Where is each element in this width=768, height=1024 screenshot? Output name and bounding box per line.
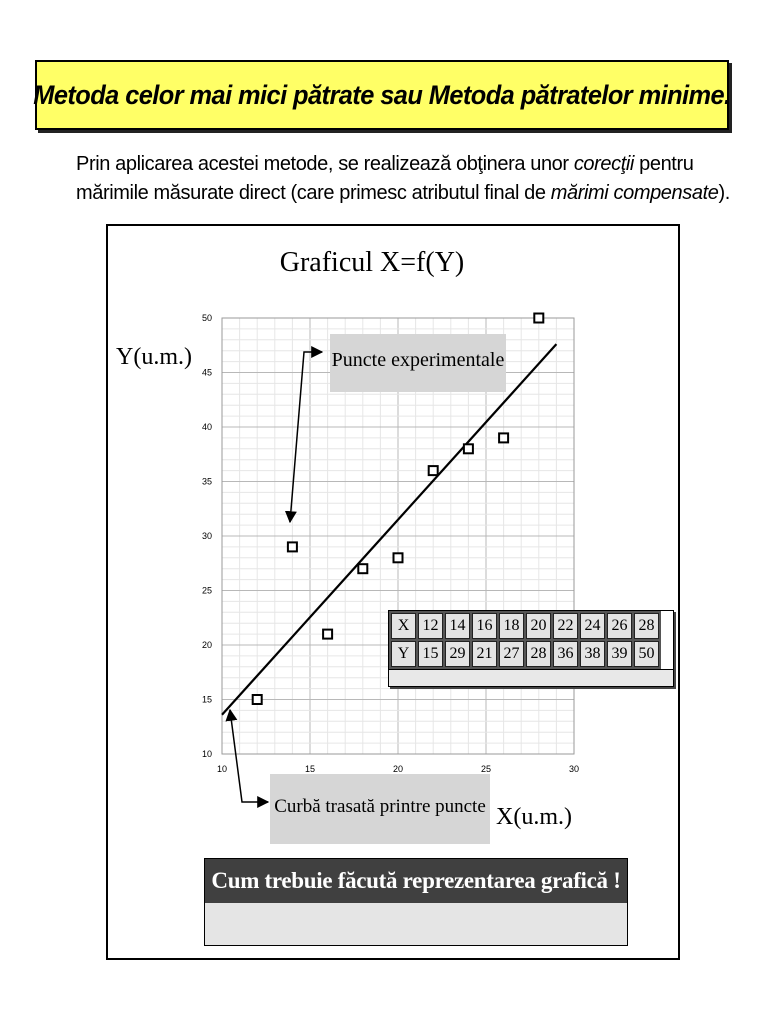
intro-paragraph <box>76 150 736 208</box>
table-cell: 24 <box>580 613 605 639</box>
table-cell: 29 <box>445 641 470 667</box>
intro-emphasis-1: corecţii <box>573 153 634 175</box>
data-point <box>288 542 297 551</box>
y-tick-label: 45 <box>201 367 212 378</box>
table-cell: 22 <box>553 613 578 639</box>
x-tick-label: 20 <box>392 764 404 774</box>
table-row-y <box>391 641 659 667</box>
table-cell: 39 <box>607 641 632 667</box>
curve-arrow <box>230 710 268 802</box>
table-footer-bar <box>389 669 673 686</box>
data-point <box>499 433 508 442</box>
table-row-label: X <box>391 613 416 639</box>
table-cell: 27 <box>499 641 524 667</box>
intro-text-2: pentru mărimile măsurate direct (care primesc atributul final de <box>76 153 694 204</box>
data-point <box>358 564 367 573</box>
x-tick-label: 30 <box>568 764 580 774</box>
table-cell: 12 <box>418 613 443 639</box>
caption-text: Cum trebuie făcută reprezentarea grafică ! <box>211 868 621 893</box>
table-cell: 28 <box>526 641 551 667</box>
x-tick-label: 15 <box>304 764 316 774</box>
table-row-x <box>391 613 659 639</box>
points-arrow <box>290 352 322 522</box>
y-tick-label: 25 <box>201 585 212 596</box>
table-row-label: Y <box>391 641 416 667</box>
data-point <box>394 553 403 562</box>
y-tick-label: 20 <box>201 640 212 650</box>
x-axis-label: X(u.m.) <box>496 804 572 830</box>
scatter-chart <box>108 226 678 958</box>
y-tick-label: 40 <box>201 422 212 432</box>
y-tick-label: 10 <box>201 749 212 759</box>
x-tick-label: 25 <box>480 764 492 774</box>
y-tick-label: 15 <box>201 694 212 705</box>
chart-frame <box>106 224 680 960</box>
caption-header <box>205 859 627 903</box>
data-table <box>388 610 674 687</box>
chart-title: Graficul X=f(Y) <box>279 247 465 278</box>
table-cell: 38 <box>580 641 605 667</box>
y-tick-label: 35 <box>201 476 212 487</box>
y-tick-label: 30 <box>201 531 212 541</box>
data-point <box>534 314 543 323</box>
y-axis-label: Y(u.m.) <box>116 344 192 370</box>
table-cell: 16 <box>472 613 497 639</box>
table-cell: 20 <box>526 613 551 639</box>
heading-box <box>35 60 729 130</box>
page-title: Metoda celor mai mici pătrate sau Metoda pătratelor minime. <box>33 79 731 110</box>
table-cell: 15 <box>418 641 443 667</box>
data-point <box>253 695 262 704</box>
caption-box <box>204 858 628 946</box>
intro-text-3: ). <box>718 182 730 204</box>
table-cell: 28 <box>634 613 659 639</box>
table-cell: 26 <box>607 613 632 639</box>
curve-label: Curbă trasată printre puncte <box>274 796 486 817</box>
points-label: Puncte experimentale <box>331 349 505 371</box>
data-point <box>464 444 473 453</box>
intro-text-1: Prin aplicarea acestei metode, se realizează obţinera unor <box>76 153 574 175</box>
table-cell: 21 <box>472 641 497 667</box>
table-cell: 36 <box>553 641 578 667</box>
data-point <box>323 630 332 639</box>
intro-emphasis-2: mărimi compensate <box>550 182 719 204</box>
x-tick-label: 10 <box>216 764 228 774</box>
y-tick-label: 50 <box>201 313 212 323</box>
table-cell: 50 <box>634 641 659 667</box>
table-cell: 14 <box>445 613 470 639</box>
table-cell: 18 <box>499 613 524 639</box>
data-point <box>429 466 438 475</box>
